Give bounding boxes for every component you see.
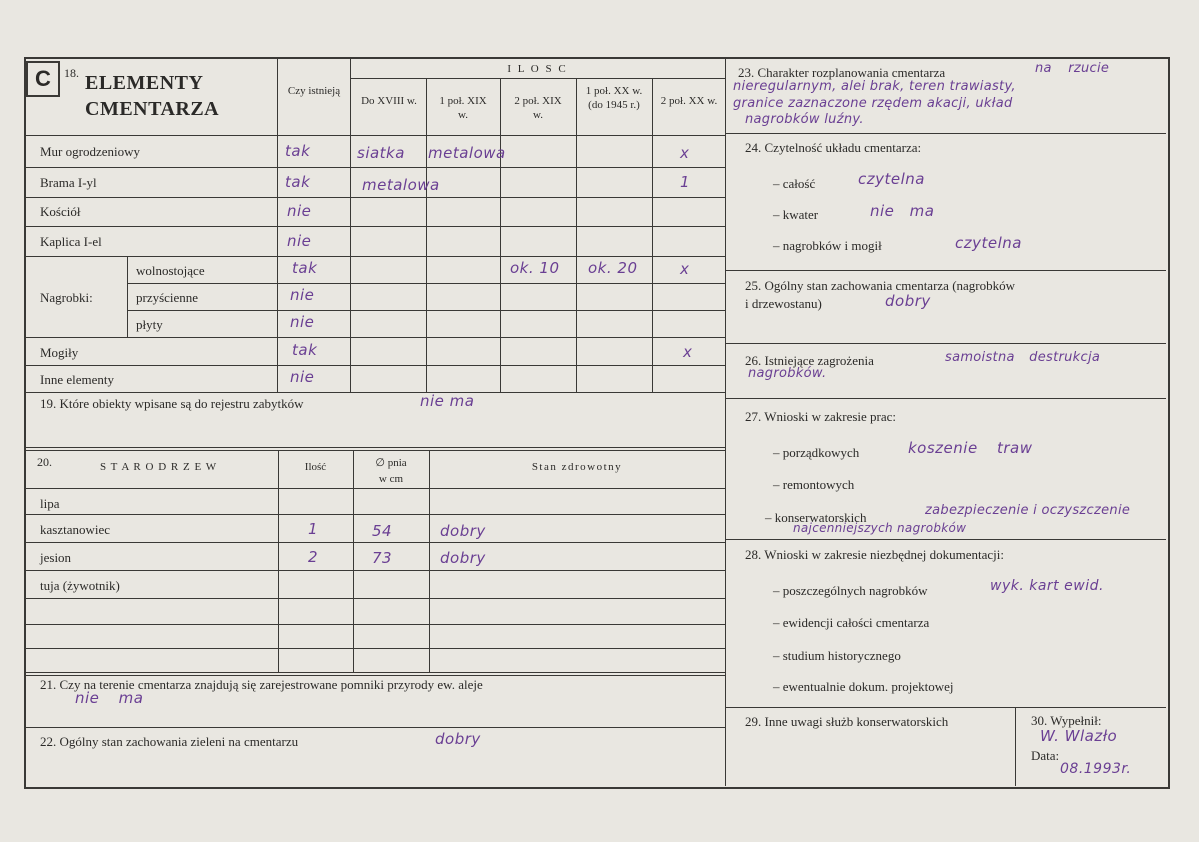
tree-health: dobry [440,522,486,540]
date-value: 08.1993r. [1060,761,1132,777]
section-21-value: nie ma [75,689,144,707]
exists-value: tak [285,173,311,191]
row-label: płyty [136,317,163,332]
tree-health: dobry [440,549,486,567]
section-20-number: 20. [37,455,52,469]
konserwatorskich-line1: zabezpieczenie i oczyszczenie [925,503,1131,518]
cell-value: ok. 10 [510,259,560,277]
card-code-box: C [26,61,60,97]
row-label: Kaplica I-el [40,234,102,249]
row-label: Kościół [40,204,81,219]
cell-value: 1 [680,173,691,191]
remontowych-label: – remontowych [773,477,855,492]
section-18-title: ELEMENTY [85,72,204,94]
ilosc-header: I L O S C [507,63,568,75]
row-label: Mur ogrodzeniowy [40,144,141,159]
col-qty-header: Ilość [304,461,327,473]
section-25-value: dobry [885,292,931,310]
section-21-label: 21. Czy na terenie cmentarza znajdują się zarejestrowane pomniki przyrody ew. aleje [40,677,483,692]
doc-b-label: – ewidencji całości cmentarza [773,615,930,630]
tree-qty: 2 [308,548,319,566]
cell-value: metalowa [362,176,440,194]
tree-qty: 1 [308,520,319,538]
period-header-3: 2 poł. XIX w. [514,95,562,121]
tree-name: lipa [40,496,60,511]
section-25-label: 25. Ogólny stan zachowania cmentarza (nagrobków [745,278,1016,293]
nagrobki-label: Nagrobki: [40,290,93,305]
col-diam-header-2: w cm [378,473,404,485]
exists-value: tak [292,341,318,359]
section-23-label: 23. Charakter rozplanowania cmentarza [738,65,946,80]
porzadkowych-label: – porządkowych [773,445,860,460]
row-label: Inne elementy [40,372,114,387]
tree-name: kasztanowiec [40,522,111,537]
cell-value: x [680,144,690,162]
cell-value: ok. 20 [588,259,638,277]
tree-name: tuja (żywotnik) [40,578,120,593]
exists-value: nie [290,313,315,331]
section-23-line3: granice zaznaczone rzędem akacji, układ [733,96,1013,111]
col-diam-header: ∅ pnia [375,457,407,469]
exists-value: nie [290,368,315,386]
period-header-1: Do XVIII w. [361,95,417,107]
section-23-line1: na rzucie [1035,61,1110,76]
section-22-label: 22. Ogólny stan zachowania zieleni na cmentarzu [40,734,299,749]
section-22-value: dobry [435,730,481,748]
exists-value: nie [290,286,315,304]
doc-d-label: – ewentualnie dokum. projektowej [773,679,954,694]
konserwatorskich-label: – konserwatorskich [765,510,867,525]
nagrobkow-label: – nagrobków i mogił [773,238,882,253]
period-header-2: 1 poł. XIX w. [439,95,487,121]
period-header-4: 1 poł. XX w. (do 1945 r.) [585,85,643,111]
section-20-title: S T A R O D R Z E W [100,461,218,473]
date-label: Data: [1031,748,1060,763]
row-label: Brama I-yl [40,175,97,190]
kwater-label: – kwater [773,207,819,222]
filled-by-name: W. Wlazło [1040,727,1118,745]
calosc-label: – całość [773,176,816,191]
cell-value: siatka [357,144,405,162]
section-25-label-2: i drzewostanu) [745,296,822,311]
cell-value: x [683,343,693,361]
doc-c-label: – studium historycznego [773,648,901,663]
row-label: wolnostojące [136,263,205,278]
section-30-label: 30. Wypełnił: [1031,713,1102,728]
section-26-label: 26. Istniejące zagrożenia [745,353,874,368]
col-exists-header: Czy istnieją [287,85,341,97]
cell-value: x [680,260,690,278]
section-27-label: 27. Wnioski w zakresie prac: [745,409,897,424]
main-divider [725,59,726,786]
section-26-line1: samoistna destrukcja [945,350,1101,365]
section-23-line2: nieregularnym, alei brak, teren trawiasty, [733,79,1016,94]
section-18-title-2: CMENTARZA [85,98,220,120]
period-header-5: 2 poł. XX w. [660,95,718,107]
section-23-line4: nagrobków luźny. [745,112,864,127]
doc-a-label: – poszczególnych nagrobków [773,583,928,598]
section-19-value: nie ma [420,392,475,410]
col-health-header: Stan zdrowotny [531,461,623,473]
porzadkowych-value: koszenie traw [908,439,1033,457]
section-26-line2: nagrobków. [748,366,827,381]
section-18-number: 18. [64,66,79,80]
doc-a-value: wyk. kart ewid. [990,578,1104,594]
row-label: Mogiły [40,345,79,360]
konserwatorskich-line2: najcenniejszych nagrobków [793,521,967,535]
section-19-label: 19. Które obiekty wpisane są do rejestru zabytków [40,396,304,411]
row-label: przyścienne [136,290,199,305]
exists-value: tak [292,259,318,277]
section-29-label: 29. Inne uwagi służb konserwatorskich [745,714,949,729]
nagrobkow-value: czytelna [955,234,1022,252]
tree-name: jesion [40,550,72,565]
kwater-value: nie ma [870,202,935,220]
calosc-value: czytelna [858,170,925,188]
section-24-label: 24. Czytelność układu cmentarza: [745,140,922,155]
exists-value: nie [287,232,312,250]
section-28-label: 28. Wnioski w zakresie niezbędnej dokumentacji: [745,547,1004,562]
tree-diam: 73 [372,549,393,567]
cell-value: metalowa [428,144,506,162]
tree-diam: 54 [372,522,393,540]
exists-value: tak [285,142,311,160]
exists-value: nie [287,202,312,220]
